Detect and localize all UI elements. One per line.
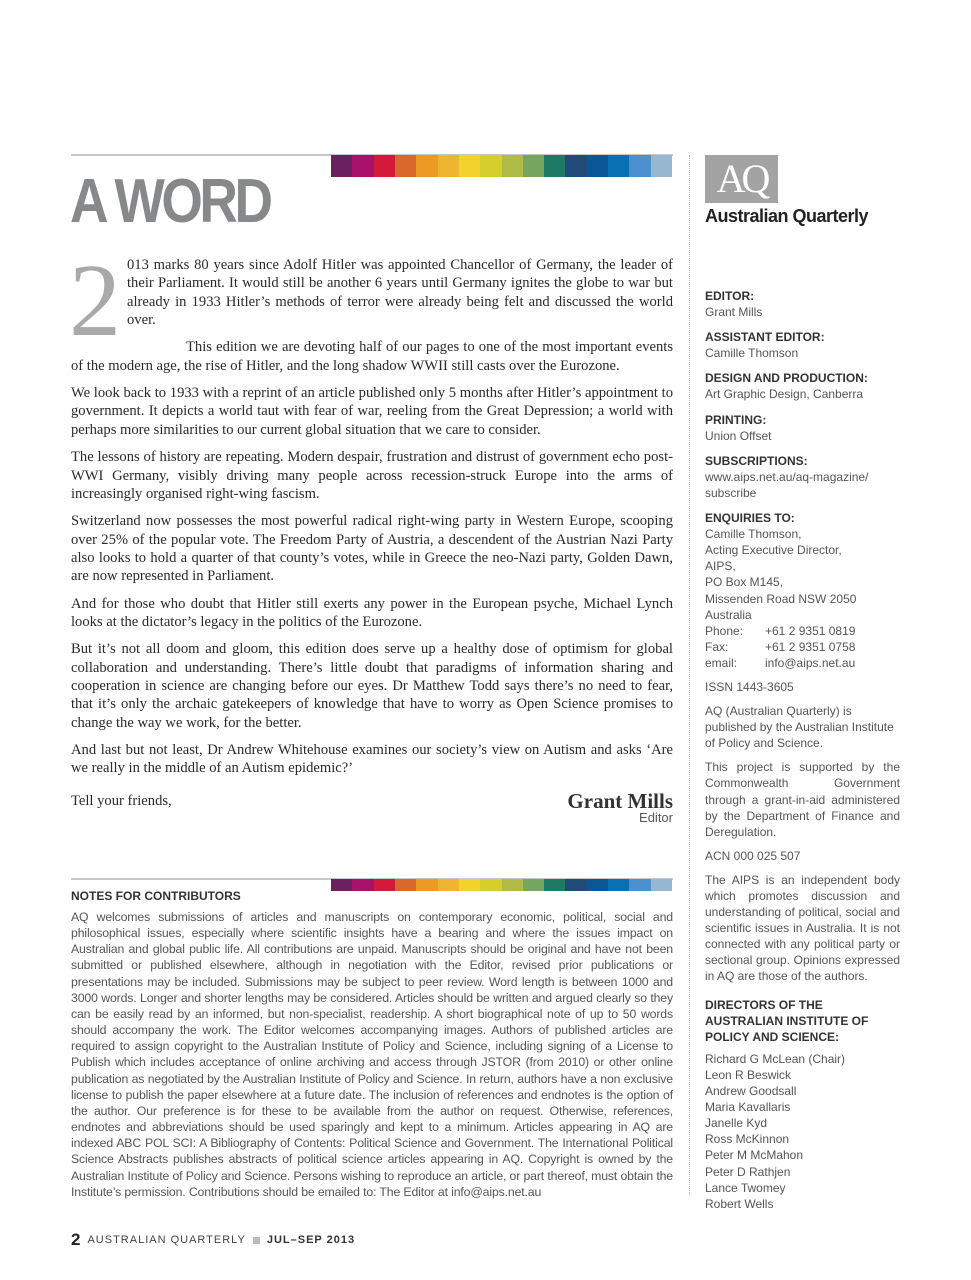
address-line: Australia: [705, 607, 752, 622]
brand-name: Australian Quarterly: [705, 206, 869, 226]
fax-line: [705, 639, 900, 655]
column-divider: [689, 155, 690, 1195]
subscriptions-label: SUBSCRIPTIONS:: [705, 453, 808, 468]
color-swatch: [523, 879, 544, 891]
page-footer: [71, 1230, 355, 1250]
color-swatch: [480, 155, 501, 177]
paragraph: Switzerland now possesses the most powerful radical right-wing party in Western Europe, scooping over 25% of the popular vote. The Freedom Party of Austria, a descendent of the Austrian Nazi Party also looks to hold a quarter of that county’s votes, while in Greece the neo-Nazi party, Golden Dawn, are now represented in Parliament.: [71, 513, 673, 585]
phone-label: Phone:: [705, 623, 744, 638]
color-swatch: [523, 155, 544, 177]
address-line: Camille Thomson,: [705, 527, 802, 542]
support-note: This project is supported by the Commonwealth Government through a grant-in-aid administered by the Department of Finance and Deregulation.: [705, 760, 900, 839]
color-swatch: [587, 879, 608, 891]
subscriptions-link[interactable]: www.aips.net.au/aq-magazine/ subscribe: [705, 469, 869, 500]
color-swatch: [331, 155, 352, 177]
color-swatch: [416, 155, 437, 177]
address-line: Missenden Road NSW 2050: [705, 591, 857, 606]
email-link[interactable]: info@aips.net.au: [765, 655, 856, 670]
color-swatch: [565, 155, 586, 177]
address-line: PO Box M145,: [705, 575, 784, 590]
director-name: Andrew Goodsall: [705, 1084, 797, 1099]
color-swatch: [459, 879, 480, 891]
color-bar: [331, 155, 672, 177]
paragraph: The lessons of history are repeating. Modern despair, frustration and distrust of government echo post-WWI Germany, visibly driving many people across recession-struck Europe into the arms of increasingly organised right-wing fascism.: [71, 449, 673, 502]
editor-label: EDITOR:: [705, 289, 755, 303]
assistant-editor-value: Camille Thomson: [705, 346, 799, 361]
fax-label: Fax:: [705, 639, 729, 654]
signature: Grant Mills: [567, 788, 673, 813]
printing-label: PRINTING:: [705, 412, 767, 427]
page-number: 2: [71, 1230, 81, 1249]
paragraph: We look back to 1933 with a reprint of an article published only 5 months after Hitler’s appointment to government. It depicts a world taut with fear of war, reeling from the Great Depression; a world with perhaps more similarities to our current global situation that we care to consider.: [71, 385, 673, 438]
color-swatch: [480, 879, 501, 891]
director-name: Lance Twomey: [705, 1180, 786, 1195]
printing-value: Union Offset: [705, 428, 772, 443]
paragraph: This edition we are devoting half of our pages to one of the most important events of the modern age, the rise of Hitler, and the long shadow WWII still casts over the Eurozone.: [71, 339, 673, 374]
issue-date: JUL–SEP 2013: [266, 1234, 356, 1246]
design-value: Art Graphic Design, Canberra: [705, 387, 864, 402]
director-name: Ross McKinnon: [705, 1132, 790, 1147]
color-swatch: [374, 879, 395, 891]
closing-line: [71, 788, 673, 813]
address-line: Acting Executive Director,: [705, 543, 842, 558]
closing-text: Tell your friends,: [71, 792, 172, 809]
email-label: email:: [705, 655, 738, 670]
enquiries-address: [705, 526, 900, 623]
phone-value: +61 2 9351 0819: [765, 623, 856, 638]
paragraph: 013 marks 80 years since Adolf Hitler was appointed Chancellor of Germany, the leader of their Parliament. It would still be another 6 years until Germany ignites the globe to war but already in 1933 Hitler’s methods of terror were already being felt and discussed the world over.: [127, 257, 673, 328]
director-name: Peter D Rathjen: [705, 1164, 791, 1179]
color-swatch: [608, 155, 629, 177]
editor-value: Grant Mills: [705, 305, 763, 320]
color-swatch: [438, 879, 459, 891]
drop-cap: 2: [69, 243, 121, 358]
magazine-name: AUSTRALIAN QUARTERLY: [87, 1234, 246, 1246]
acn: ACN 000 025 507: [705, 848, 801, 863]
notes-heading: NOTES FOR CONTRIBUTORS: [71, 889, 241, 903]
color-swatch: [608, 879, 629, 891]
assistant-editor-label: ASSISTANT EDITOR:: [705, 330, 825, 345]
address-line: AIPS,: [705, 559, 736, 574]
directors-list: [705, 1051, 900, 1212]
publisher-note: AQ (Australian Quarterly) is published by the Australian Institute of Policy and Science.: [705, 704, 894, 751]
masthead-sidebar: [705, 279, 900, 1212]
color-swatch: [629, 879, 650, 891]
color-bar: [331, 879, 672, 891]
design-label: DESIGN AND PRODUCTION:: [705, 371, 868, 386]
separator-square: [253, 1237, 260, 1244]
paragraph: And last but not least, Dr Andrew Whitehouse examines our society’s view on Autism and asks ‘Are we really in the middle of an Autism epidemic?’: [71, 742, 673, 777]
email-line: [705, 655, 900, 671]
color-swatch: [331, 879, 352, 891]
color-swatch: [544, 155, 565, 177]
color-swatch: [629, 155, 650, 177]
color-swatch: [459, 155, 480, 177]
color-swatch: [416, 879, 437, 891]
color-swatch: [395, 155, 416, 177]
director-name: Maria Kavallaris: [705, 1100, 791, 1115]
color-swatch: [651, 155, 672, 177]
color-swatch: [352, 879, 373, 891]
director-name: Robert Wells: [705, 1196, 774, 1211]
paragraph: And for those who doubt that Hitler still exerts any power in the European psyche, Michael Lynch looks at the dictator’s legacy in the politics of the Eurozone.: [71, 595, 673, 630]
color-swatch: [587, 155, 608, 177]
color-swatch: [502, 879, 523, 891]
page-title: A WORD: [70, 167, 270, 236]
director-name: Leon R Beswick: [705, 1067, 792, 1082]
phone-line: [705, 623, 900, 639]
color-swatch: [438, 155, 459, 177]
issn: ISSN 1443-3605: [705, 679, 794, 694]
director-name: Janelle Kyd: [705, 1116, 768, 1131]
color-swatch: [352, 155, 373, 177]
color-swatch: [565, 879, 586, 891]
director-name: Richard G McLean (Chair): [705, 1051, 846, 1066]
aips-note: The AIPS is an independent body which promotes discussion and understanding of political, social and scientific issues in Australia. It is not connected with any political party or sectional group. Opinions expressed in AQ are those of the authors.: [705, 872, 900, 984]
signature-role: Editor: [639, 810, 673, 826]
color-swatch: [502, 155, 523, 177]
color-swatch: [544, 879, 565, 891]
color-swatch: [395, 879, 416, 891]
notes-text: AQ welcomes submissions of articles and manuscripts on contemporary economic, political, social and philosophical issues, especially where scientific insights have a bearing and where the issues impact on Australian and global public life. All contributions are unpaid. Manuscripts should be original and have not been submitted or published elsewhere, although in negotiation with the Editor, revised prior publications or presentations may be included. Submissions may be subject to peer review. Word length is between 1000 and 3000 words. Longer and shorter lengths may be considered. Articles should be written and argued clearly so they can be easily read by an informed, but non-specialist, readership. A short biographical note of up to 50 words should accompany the work. The Editor welcomes accompanying images. Authors of published articles are required to assign copyright to the Australian Institute of Policy and Science, including signing of a License to Publish which includes acceptance of online archiving and access through JSTOR (from 2010) or other online publication as negotiated by the Australian Institute of Policy and Science. In return, authors have a non exclusive license to publish the paper elsewhere at a future date. The inclusion of references and endnotes is the option of the author. Our preference is for these to be available from the author on request. Otherwise, references, endnotes and abbreviations should be used sparingly and kept to a minimum. Articles appearing in AQ are indexed ABC POL SCI: A Bibliography of Contents: Political Science and Government. The International Political Science Abstracts publishes abstracts of political science articles appearing in AQ. Copyright is owned by the Australian Institute of Policy and Science. Persons wishing to reproduce an article, or part thereof, must obtain the Institute’s permission. Contributions should be emailed to: The Editor at info@aips.net.au: [71, 910, 673, 1199]
color-swatch: [374, 155, 395, 177]
fax-value: +61 2 9351 0758: [765, 639, 856, 654]
aq-logo: AQ: [705, 155, 778, 203]
director-name: Peter M McMahon: [705, 1148, 804, 1163]
paragraph: But it’s not all doom and gloom, this edition does serve up a healthy dose of optimism for global collaboration and understanding. There’s little doubt that paradigms of information sharing and cooperation in science are changing before our eyes. Dr Matthew Todd says there’s no need to fear, that it’s only the archaic gatekeepers of knowledge that have to worry as Open Science promises to change the way we work, for the better.: [71, 641, 673, 731]
editorial-body: [69, 243, 673, 828]
color-swatch: [651, 879, 672, 891]
enquiries-label: ENQUIRIES TO:: [705, 511, 795, 526]
directors-label: DIRECTORS OF THE AUSTRALIAN INSTITUTE OF POLICY AND SCIENCE:: [705, 997, 869, 1044]
